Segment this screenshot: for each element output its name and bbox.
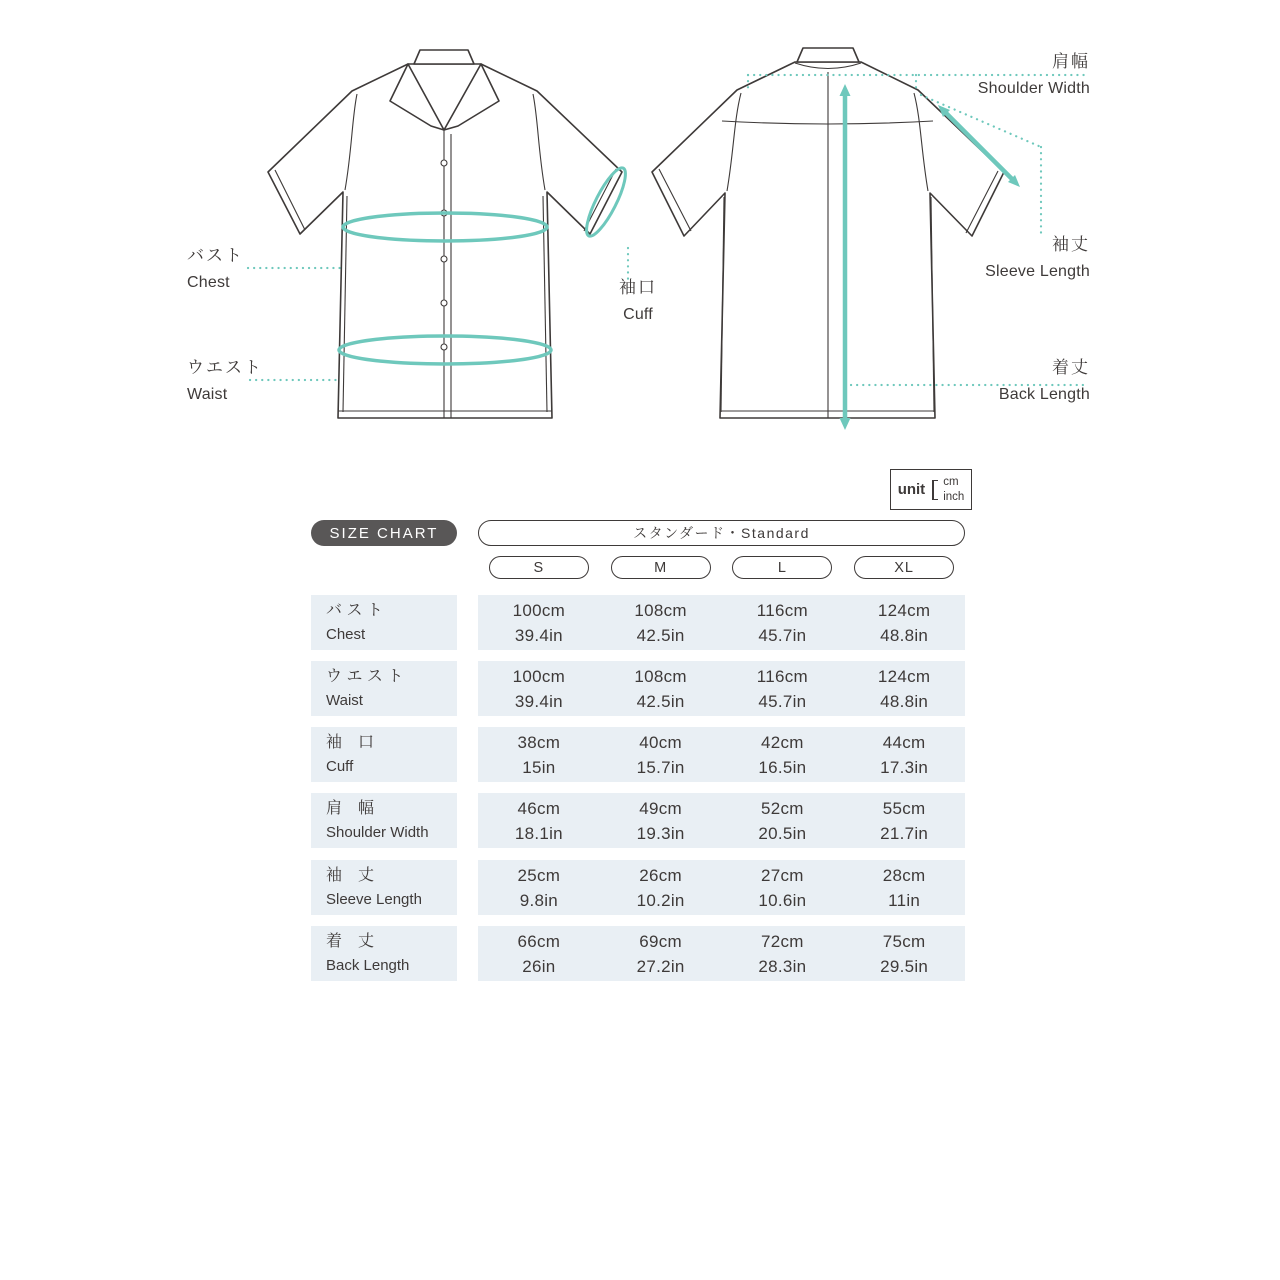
value-in: 48.8in	[880, 692, 929, 711]
back-length-label-jp: 着丈	[1052, 358, 1090, 377]
row-data-cuff	[478, 727, 965, 782]
value-cm: 55cm	[882, 799, 926, 818]
value-in: 17.3in	[880, 758, 929, 777]
row-data-chest	[478, 595, 965, 650]
shoulder-width-label-jp: 肩幅	[1052, 52, 1090, 71]
measurement-cell	[722, 793, 844, 848]
measurement-cell	[600, 727, 722, 782]
value-cm: 38cm	[517, 733, 561, 752]
row-label-jp: 袖 丈	[326, 867, 375, 884]
row-label-cuff	[311, 727, 457, 782]
value-cm: 75cm	[882, 932, 926, 951]
value-in: 45.7in	[758, 626, 807, 645]
row-label-en: Waist	[326, 692, 363, 709]
row-label-jp: 着 丈	[326, 933, 375, 950]
chest-label	[187, 247, 244, 291]
value-cm: 108cm	[634, 667, 687, 686]
waist-label	[187, 359, 263, 403]
value-in: 18.1in	[514, 824, 563, 843]
value-cm: 49cm	[639, 799, 683, 818]
measurement-cell	[843, 793, 965, 848]
value-cm: 52cm	[760, 799, 804, 818]
size-pill-xl: XL	[854, 556, 954, 579]
measurement-cell	[478, 926, 600, 981]
shoulder-width-label-en: Shoulder Width	[977, 80, 1090, 97]
value-cm: 100cm	[512, 601, 566, 620]
measurement-cell	[722, 727, 844, 782]
unit-values	[943, 475, 964, 504]
measurement-cell	[722, 595, 844, 650]
value-in: 39.4in	[514, 692, 563, 711]
value-cm: 27cm	[760, 866, 804, 885]
value-cm: 46cm	[517, 799, 561, 818]
size-pill-m: M	[611, 556, 711, 579]
category-pill: スタンダード・Standard	[478, 520, 965, 546]
value-in: 27.2in	[636, 957, 685, 976]
row-label-waist	[311, 661, 457, 716]
value-cm: 25cm	[517, 866, 561, 885]
value-cm: 28cm	[882, 866, 926, 885]
value-cm: 108cm	[634, 601, 687, 620]
measurement-cell	[478, 661, 600, 716]
cuff-label-jp: 袖口	[619, 278, 657, 297]
value-cm: 44cm	[882, 733, 926, 752]
measurement-cell	[843, 727, 965, 782]
value-cm: 116cm	[756, 601, 808, 620]
chest-label-en: Chest	[187, 274, 230, 291]
row-label-back-length	[311, 926, 457, 981]
back-length-label	[999, 359, 1090, 403]
row-label-jp: 肩 幅	[326, 800, 375, 817]
waist-label-jp: ウエスト	[187, 358, 263, 377]
sleeve-length-label-en: Sleeve Length	[985, 263, 1090, 280]
row-label-sleeve-length	[311, 860, 457, 915]
unit-bracket-icon	[930, 478, 938, 502]
measurement-cell	[843, 926, 965, 981]
unit-box	[890, 469, 972, 510]
cuff-label	[597, 279, 679, 323]
row-label-en: Cuff	[326, 758, 354, 775]
sleeve-length-label-jp: 袖丈	[1052, 235, 1090, 254]
value-cm: 116cm	[756, 667, 808, 686]
row-data-back-length	[478, 926, 965, 981]
measurement-cell	[722, 926, 844, 981]
measurement-cell	[843, 661, 965, 716]
value-cm: 72cm	[760, 932, 804, 951]
row-label-jp: バ ス ト	[326, 602, 383, 619]
value-in: 9.8in	[519, 891, 559, 910]
unit-inch: inch	[943, 490, 965, 503]
measurement-cell	[722, 860, 844, 915]
row-data-shoulder-width	[478, 793, 965, 848]
size-pill-l: L	[732, 556, 832, 579]
measurement-cell	[478, 860, 600, 915]
measurement-cell	[478, 727, 600, 782]
value-cm: 69cm	[639, 932, 683, 951]
measurement-cell	[843, 595, 965, 650]
value-in: 48.8in	[880, 626, 929, 645]
measurement-cell	[600, 860, 722, 915]
row-data-waist	[478, 661, 965, 716]
value-cm: 124cm	[877, 601, 931, 620]
value-in: 42.5in	[636, 692, 685, 711]
size-chart-title: SIZE CHART	[311, 520, 457, 546]
row-label-chest	[311, 595, 457, 650]
value-cm: 100cm	[512, 667, 566, 686]
measurement-cell	[478, 595, 600, 650]
value-in: 39.4in	[514, 626, 563, 645]
value-cm: 124cm	[877, 667, 931, 686]
value-in: 26in	[522, 957, 556, 976]
measurement-cell	[843, 860, 965, 915]
row-label-shoulder-width	[311, 793, 457, 848]
cuff-label-en: Cuff	[623, 306, 653, 323]
size-col-xl	[843, 556, 965, 579]
unit-cm: cm	[943, 476, 959, 489]
shirt-back-illustration	[652, 48, 1004, 418]
value-cm: 66cm	[517, 932, 561, 951]
size-col-l	[722, 556, 844, 579]
row-label-en: Shoulder Width	[326, 824, 429, 841]
row-data-sleeve-length	[478, 860, 965, 915]
value-in: 20.5in	[758, 824, 807, 843]
value-in: 42.5in	[636, 626, 685, 645]
value-in: 11in	[888, 891, 921, 910]
measurement-cell	[600, 595, 722, 650]
value-in: 16.5in	[758, 758, 807, 777]
measurement-cell	[600, 793, 722, 848]
value-in: 15.7in	[636, 758, 685, 777]
row-label-en: Chest	[326, 626, 366, 643]
waist-label-en: Waist	[187, 386, 228, 403]
value-in: 10.2in	[636, 891, 685, 910]
value-cm: 40cm	[639, 733, 683, 752]
row-label-en: Back Length	[326, 957, 410, 974]
measurement-cell	[722, 661, 844, 716]
shoulder-width-label	[978, 53, 1090, 97]
size-pill-s: S	[489, 556, 589, 579]
size-col-m	[600, 556, 722, 579]
chest-label-jp: バスト	[187, 246, 244, 265]
value-cm: 26cm	[639, 866, 683, 885]
unit-label: unit	[897, 481, 926, 498]
back-length-label-en: Back Length	[998, 386, 1090, 403]
value-in: 10.6in	[758, 891, 807, 910]
measurement-cell	[600, 661, 722, 716]
value-in: 19.3in	[636, 824, 685, 843]
size-col-s	[478, 556, 600, 579]
value-in: 28.3in	[758, 957, 807, 976]
value-in: 15in	[522, 758, 556, 777]
value-cm: 42cm	[760, 733, 804, 752]
sleeve-length-label	[985, 236, 1090, 280]
measurement-cell	[600, 926, 722, 981]
measurement-cell	[478, 793, 600, 848]
row-label-jp: 袖 口	[326, 734, 375, 751]
size-header-row	[478, 556, 965, 579]
value-in: 45.7in	[758, 692, 807, 711]
value-in: 21.7in	[880, 824, 929, 843]
value-in: 29.5in	[880, 957, 929, 976]
row-label-jp: ウ エ ス ト	[326, 668, 404, 685]
row-label-en: Sleeve Length	[326, 891, 422, 908]
